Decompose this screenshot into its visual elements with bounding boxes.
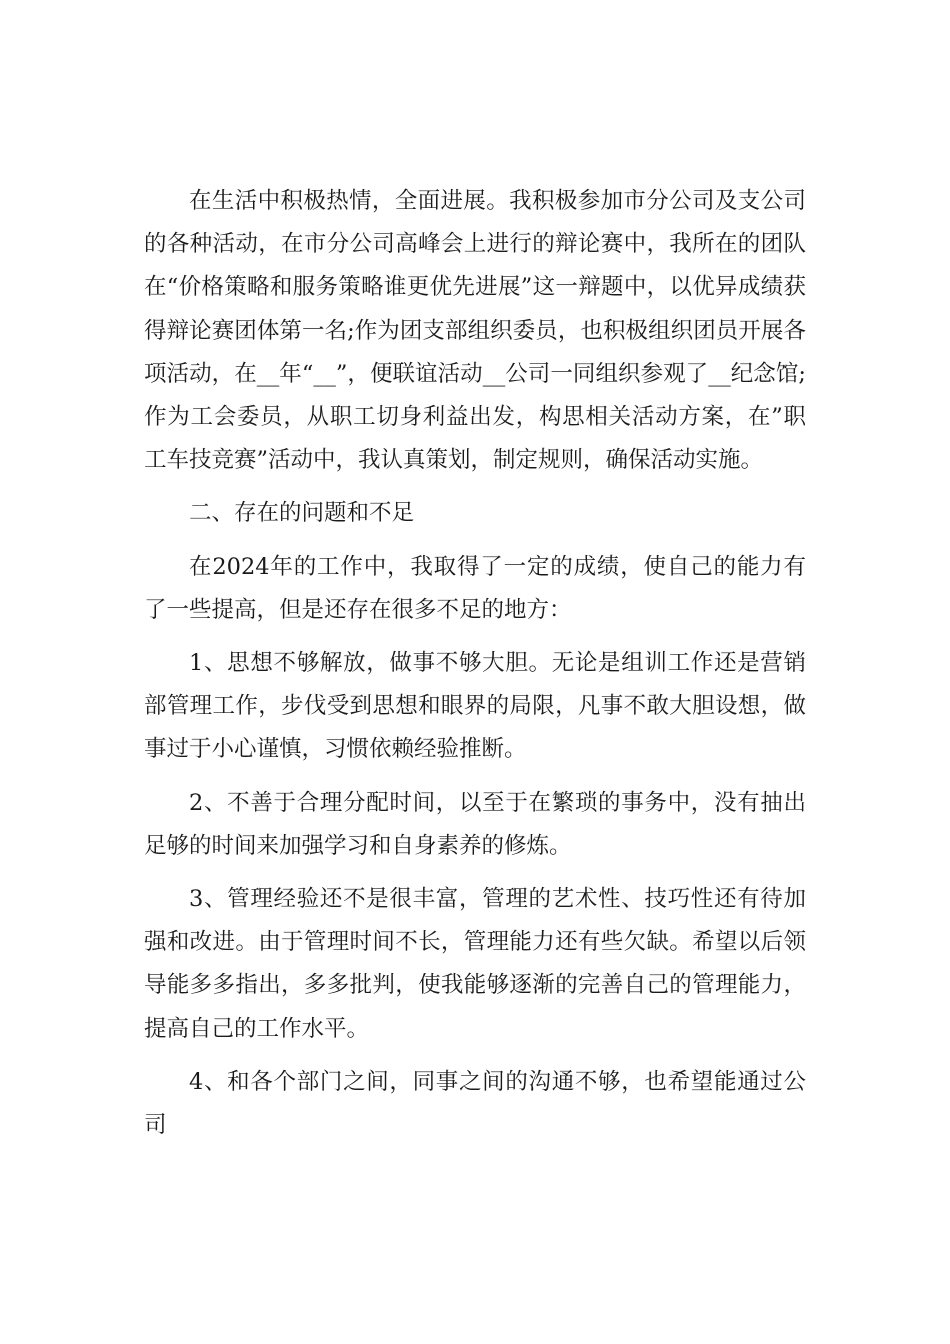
paragraph-problem-1: 1、思想不够解放，做事不够大胆。无论是组训工作还是营销部管理工作，步伐受到思想和眼界的局限，凡事不敢大胆设想，做事过于小心谨慎，习惯依赖经验推断。	[144, 650, 806, 763]
document-body	[144, 180, 806, 1147]
section-heading-problems: 二、存在的问题和不足	[189, 500, 415, 527]
paragraph-problem-3: 3、管理经验还不是很丰富，管理的艺术性、技巧性还有待加强和改进。由于管理时间不长，管理能力还有些欠缺。希望以后领导能多多指出，多多批判，使我能够逐渐的完善自己的管理能力，提高自己的工作水平。	[144, 886, 806, 1042]
paragraph-intro-problems: 在2024年的工作中，我取得了一定的成绩，使自己的能力有了一些提高，但是还存在很多不足的地方：	[144, 553, 806, 623]
paragraph-activities: 在生活中积极热情，全面进展。我积极参加市分公司及支公司的各种活动，在市分公司高峰会上进行的辩论赛中，我所在的团队在“价格策略和服务策略谁更优先进展”这一辩题中，以优异成绩获得辩论赛团体第一名;作为团支部组织委员，也积极组织团员开展各项活动，在__年“__”，便联谊活动__公司一同组织参观了__纪念馆;作为工会委员，从职工切身利益出发，构思相关活动方案，在”职工车技竞赛”活动中，我认真策划，制定规则，确保活动实施。	[144, 188, 806, 474]
paragraph-problem-4: 4、和各个部门之间，同事之间的沟通不够，也希望能通过公司	[144, 1068, 806, 1139]
paragraph-problem-2: 2、不善于合理分配时间，以至于在繁琐的事务中，没有抽出足够的时间来加强学习和自身素养的修炼。	[144, 789, 806, 859]
